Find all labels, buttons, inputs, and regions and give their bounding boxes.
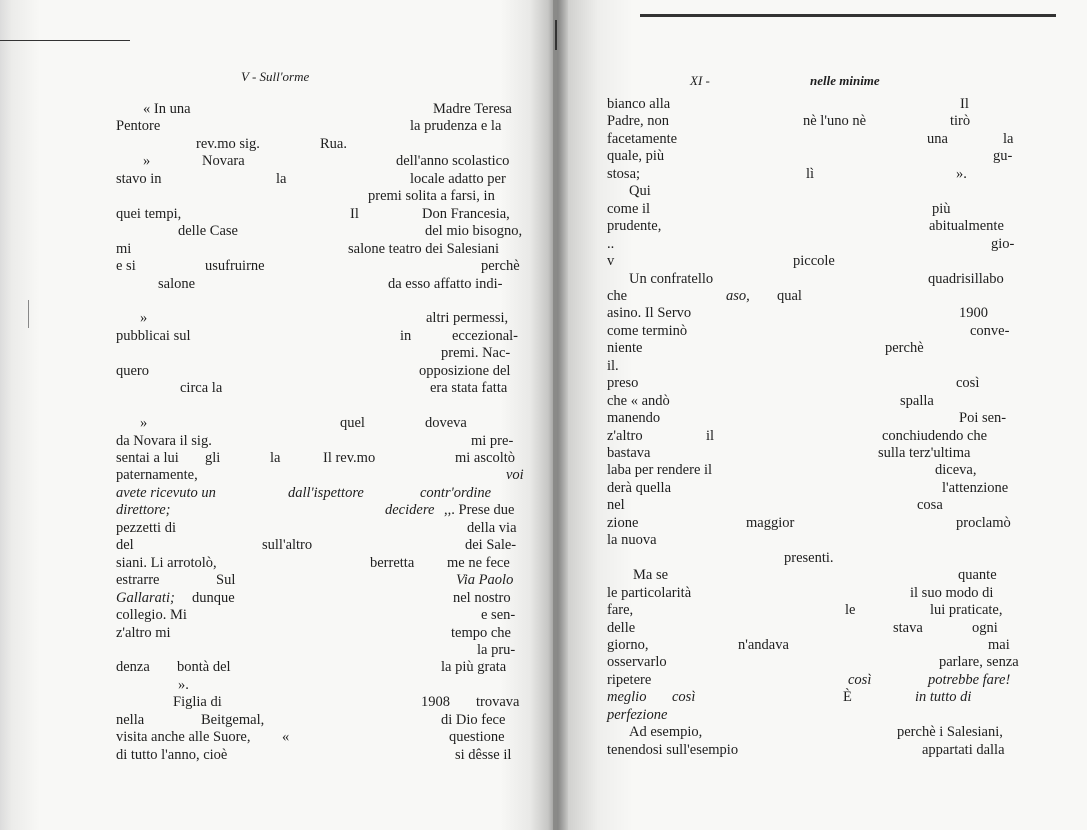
text-fragment: dunque: [192, 589, 235, 606]
text-fragment: gli: [205, 450, 221, 466]
text-fragment: collegio. Mi: [116, 607, 187, 624]
text-fragment: gio-: [991, 235, 1015, 252]
text-fragment: abitualmente: [929, 218, 1004, 235]
text-fragment: cosa: [917, 497, 943, 514]
text-fragment: estrarre: [116, 572, 160, 589]
text-fragment: stava: [893, 619, 923, 636]
text-fragment: nel nostro: [453, 589, 511, 606]
text-fragment: Via Paolo: [456, 572, 514, 589]
text-fragment: la più grata: [441, 659, 507, 676]
text-fragment: lì: [806, 165, 815, 182]
text-fragment: manendo: [607, 410, 661, 427]
text-fragment: di tutto l'anno, cioè: [116, 746, 228, 763]
text-fragment: fare,: [607, 602, 634, 619]
text-fragment: eccezional-: [452, 327, 519, 344]
text-fragment: premi. Nac-: [441, 345, 511, 362]
text-fragment: »: [140, 415, 148, 432]
text-fragment: quel: [340, 415, 365, 432]
text-fragment: bontà del: [177, 659, 231, 676]
text-fragment: laba per rendere il: [607, 462, 713, 479]
text-fragment: ».: [956, 165, 967, 182]
text-fragment: così: [672, 689, 696, 706]
text-fragment: preso: [607, 375, 639, 392]
text-fragment: visita anche alle Suore,: [116, 729, 251, 746]
text-fragment: siani. Li arrotolò,: [116, 554, 217, 571]
text-fragment: gu-: [993, 148, 1013, 165]
text-fragment: Ma se: [633, 567, 669, 584]
text-fragment: È: [843, 689, 852, 706]
text-fragment: direttore;: [116, 502, 171, 519]
text-fragment: come il: [607, 200, 651, 217]
text-fragment: qual: [777, 287, 802, 304]
text-fragment: ,,. Prese due: [444, 502, 515, 519]
text-fragment: mi: [116, 240, 132, 257]
text-fragment: nè l'uno nè: [803, 113, 867, 130]
text-fragment: circa la: [180, 380, 223, 397]
text-fragment: quadrisillabo: [928, 270, 1004, 287]
text-fragment: quante: [958, 567, 997, 584]
text-fragment: Ad esempio,: [629, 724, 703, 741]
text-fragment: n'andava: [738, 636, 789, 653]
text-fragment: del mio bisogno,: [425, 223, 523, 240]
text-fragment: Il rev.mo: [323, 450, 376, 466]
text-fragment: quei tempi,: [116, 205, 182, 222]
text-fragment: me ne fece: [447, 554, 510, 571]
text-fragment: meglio: [607, 689, 647, 706]
text-fragment: v: [607, 253, 615, 270]
text-fragment: perchè i Salesiani,: [897, 724, 1003, 741]
text-fragment: l'attenzione: [942, 479, 1009, 496]
text-fragment: z'altro: [607, 427, 643, 444]
text-fragment: Gallarati;: [116, 589, 175, 606]
text-fragment: la: [1003, 130, 1014, 147]
text-fragment: Il: [350, 205, 359, 222]
text-fragment: Padre, non: [607, 113, 670, 130]
text-fragment: era stata fatta: [430, 380, 508, 397]
text-fragment: Poi sen-: [959, 410, 1007, 427]
text-fragment: voi: [506, 467, 524, 484]
text-fragment: le particolarità: [607, 584, 692, 601]
right-running-header-right: nelle minime: [810, 73, 880, 88]
text-fragment: che « andò: [607, 392, 670, 409]
text-fragment: prudente,: [607, 218, 662, 235]
text-fragment: sentai a lui: [116, 450, 179, 466]
text-fragment: tempo che: [451, 624, 511, 641]
top-left-rule: [0, 40, 130, 41]
text-fragment: e sen-: [481, 607, 516, 624]
text-fragment: lui praticate,: [930, 602, 1003, 619]
text-fragment: quale, più: [607, 148, 665, 165]
text-fragment: nel: [607, 497, 625, 514]
text-fragment: sull'altro: [262, 537, 313, 554]
text-fragment: aso,: [726, 287, 750, 304]
text-fragment: altri permessi,: [426, 310, 509, 327]
text-fragment: paternamente,: [116, 467, 198, 484]
text-fragment: ».: [178, 676, 189, 693]
text-fragment: così: [956, 375, 980, 392]
left-running-header: V - Sull'orme: [241, 69, 310, 84]
text-fragment: premi solita a farsi, in: [368, 188, 495, 205]
text-fragment: la prudenza e la: [410, 118, 502, 135]
text-fragment: una: [927, 130, 948, 147]
text-fragment: doveva: [425, 415, 467, 432]
text-fragment: Pentore: [116, 118, 161, 135]
text-fragment: da Novara il sig.: [116, 432, 212, 449]
text-fragment: delle: [607, 619, 636, 636]
text-fragment: diceva,: [935, 462, 977, 479]
text-fragment: niente: [607, 340, 643, 357]
text-fragment: di Dio fece: [441, 711, 506, 728]
text-fragment: delle Case: [178, 223, 238, 240]
text-fragment: proclamò: [956, 514, 1011, 531]
text-fragment: perfezione: [607, 706, 668, 723]
text-fragment: quero: [116, 362, 150, 379]
text-fragment: »: [143, 153, 151, 170]
text-fragment: mi pre-: [471, 432, 514, 449]
text-fragment: il: [706, 427, 715, 444]
text-fragment: Novara: [202, 153, 245, 170]
right-running-header-left: XI -: [690, 73, 710, 88]
text-fragment: Figlia di: [173, 694, 222, 711]
text-fragment: in: [400, 327, 412, 344]
text-fragment: avete ricevuto un: [116, 484, 216, 501]
text-fragment: maggior: [746, 514, 795, 531]
text-fragment: del: [116, 537, 134, 554]
text-fragment: pubblicai sul: [116, 327, 191, 344]
text-fragment: spalla: [900, 392, 934, 409]
text-fragment: 1908: [421, 694, 450, 711]
text-fragment: dall'ispettore: [288, 484, 364, 501]
text-fragment: Sul: [216, 572, 236, 589]
text-fragment: perchè: [885, 340, 924, 357]
text-fragment: salone: [158, 275, 196, 292]
text-fragment: derà quella: [607, 479, 672, 496]
text-fragment: « In una: [143, 101, 191, 117]
text-fragment: z'altro mi: [116, 624, 171, 641]
text-fragment: e si: [116, 258, 136, 275]
text-fragment: rev.mo sig.: [196, 135, 260, 152]
text-fragment: 1900: [959, 305, 988, 322]
text-fragment: stosa;: [607, 165, 641, 182]
text-fragment: pezzetti di: [116, 519, 176, 536]
text-fragment: potrebbe fare!: [928, 671, 1011, 688]
text-fragment: giorno,: [607, 636, 649, 653]
text-fragment: così: [848, 671, 872, 688]
text-fragment: zione: [607, 514, 639, 531]
text-fragment: presenti.: [784, 549, 834, 566]
text-fragment: opposizione del: [419, 362, 511, 379]
text-fragment: decidere: [385, 502, 435, 519]
text-fragment: usufruirne: [205, 258, 265, 275]
text-fragment: bianco alla: [607, 96, 671, 112]
text-fragment: stavo in: [116, 170, 162, 187]
text-fragment: Don Francesia,: [422, 205, 510, 222]
text-fragment: Qui: [629, 183, 651, 200]
text-fragment: Un confratello: [629, 270, 714, 287]
text-fragment: la nuova: [607, 532, 657, 549]
text-line: [0, 740, 1087, 760]
text-fragment: Beitgemal,: [201, 711, 265, 728]
text-fragment: contr'ordine: [420, 484, 492, 501]
text-fragment: la: [270, 450, 281, 466]
text-fragment: il suo modo di: [910, 584, 994, 601]
text-fragment: della via: [467, 519, 517, 536]
text-fragment: osservarlo: [607, 654, 667, 671]
text-fragment: ..: [607, 235, 615, 252]
text-fragment: le: [845, 602, 856, 619]
text-fragment: in tutto di: [915, 689, 972, 706]
margin-mark: [555, 20, 557, 50]
text-fragment: tirò: [950, 113, 971, 130]
text-fragment: si dêsse il: [455, 746, 512, 763]
text-fragment: la pru-: [477, 641, 516, 658]
text-fragment: tenendosi sull'esempio: [607, 741, 739, 758]
text-fragment: locale adatto per: [410, 170, 506, 187]
text-fragment: piccole: [793, 253, 835, 270]
text-fragment: conve-: [970, 322, 1010, 339]
text-fragment: asino. Il Servo: [607, 305, 692, 322]
text-fragment: salone teatro dei Salesiani: [348, 240, 499, 257]
top-right-rule: [640, 14, 1056, 17]
text-fragment: sulla terz'ultima: [878, 445, 971, 461]
text-fragment: il.: [607, 357, 619, 374]
text-fragment: Madre Teresa: [433, 101, 512, 117]
text-fragment: appartati dalla: [922, 741, 1005, 758]
text-fragment: dell'anno scolastico: [396, 153, 510, 170]
text-fragment: parlare, senza: [939, 654, 1019, 671]
text-fragment: Il: [960, 96, 969, 112]
text-fragment: berretta: [370, 554, 415, 571]
text-fragment: trovava: [476, 694, 520, 711]
text-fragment: perchè: [481, 258, 520, 275]
text-fragment: la: [276, 170, 287, 187]
text-fragment: come terminò: [607, 322, 688, 339]
text-fragment: ripetere: [607, 671, 652, 688]
text-fragment: da esso affatto indi-: [388, 275, 503, 292]
text-fragment: questione: [449, 729, 505, 746]
text-fragment: facetamente: [607, 130, 678, 147]
text-fragment: ogni: [972, 619, 998, 636]
text-fragment: mai: [988, 636, 1010, 653]
text-fragment: più: [932, 200, 951, 217]
text-fragment: denza: [116, 659, 150, 676]
text-fragment: dei Sale-: [465, 537, 517, 554]
text-fragment: »: [140, 310, 148, 327]
text-fragment: «: [282, 729, 290, 746]
text-fragment: conchiudendo che: [882, 427, 988, 444]
text-fragment: mi ascoltò: [455, 450, 516, 466]
text-fragment: che: [607, 287, 628, 304]
text-fragment: bastava: [607, 445, 651, 461]
text-fragment: nella: [116, 711, 145, 728]
text-fragment: Rua.: [320, 135, 347, 152]
